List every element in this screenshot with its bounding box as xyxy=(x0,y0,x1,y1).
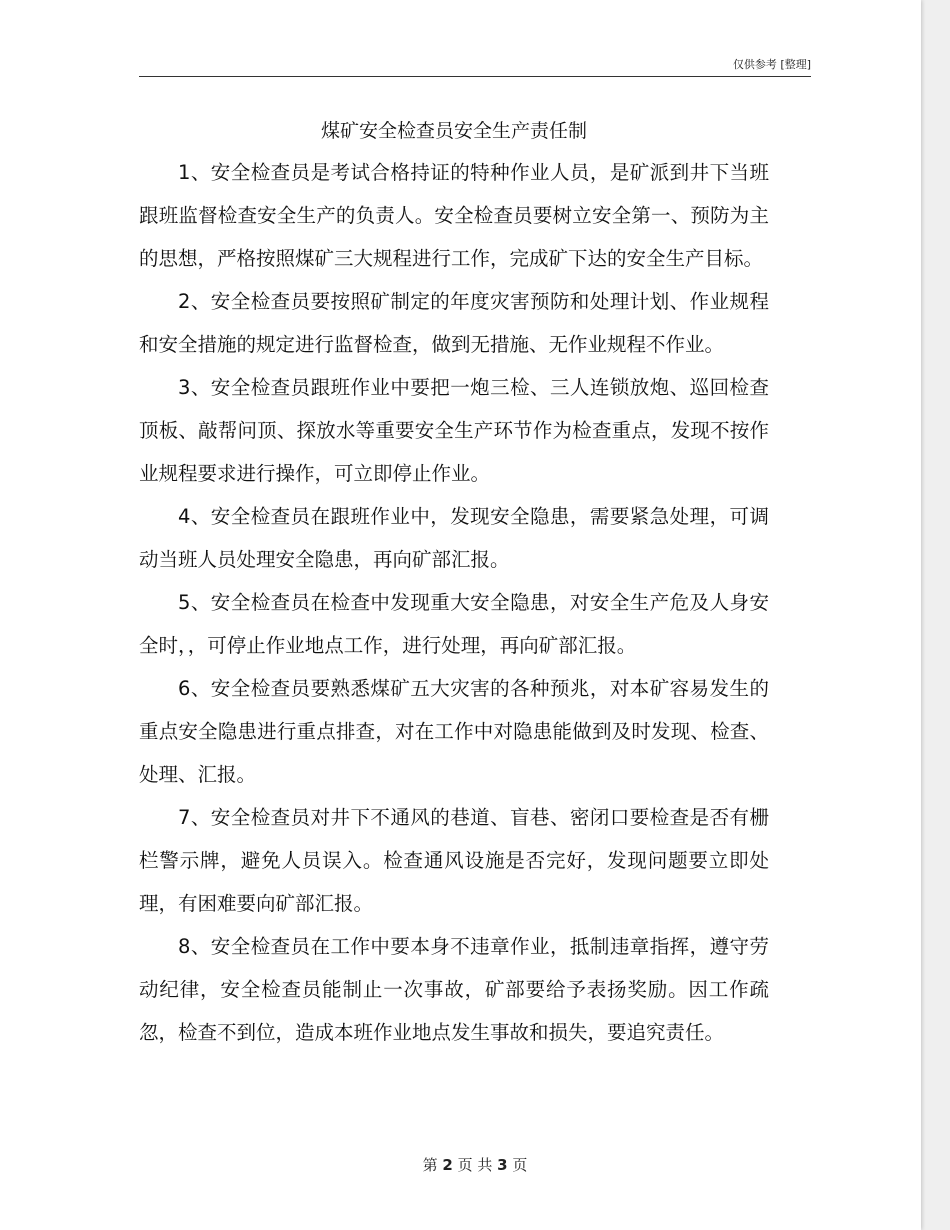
paragraph-5: 5、安全检查员在检查中发现重大安全隐患，对安全生产危及人身安全时，，可停止作业地点工作，进行处理，再向矿部汇报。 xyxy=(139,591,769,657)
paragraph-7: 7、安全检查员对井下不通风的巷道、盲巷、密闭口要检查是否有栅栏警示牌，避免人员误入。检查通风设施是否完好，发现问题要立即处理，有困难要向矿部汇报。 xyxy=(139,806,769,915)
paragraph-4: 4、安全检查员在跟班作业中，发现安全隐患，需要紧急处理，可调动当班人员处理安全隐患，再向矿部汇报。 xyxy=(139,505,769,571)
footer-middle: 页 共 xyxy=(457,1156,493,1174)
document-title: 煤矿安全检查员安全生产责任制 xyxy=(320,120,587,142)
footer-suffix: 页 xyxy=(512,1156,528,1174)
header-rule xyxy=(139,76,811,77)
paragraph-6: 6、安全检查员要熟悉煤矿五大灾害的各种预兆，对本矿容易发生的重点安全隐患进行重点排查，对在工作中对隐患能做到及时发现、检查、处理、汇报。 xyxy=(139,677,769,786)
paragraph-2: 2、安全检查员要按照矿制定的年度灾害预防和处理计划、作业规程和安全措施的规定进行监督检查，做到无措施、无作业规程不作业。 xyxy=(139,290,769,356)
current-page-number: 2 xyxy=(442,1156,453,1174)
page-footer xyxy=(139,1154,811,1175)
paragraph-8: 8、安全检查员在工作中要本身不违章作业，抵制违章指挥，遵守劳动纪律，安全检查员能制止一次事故，矿部要给予表扬奖励。因工作疏忽，检查不到位，造成本班作业地点发生事故和损失，要追究责任。 xyxy=(139,935,769,1044)
paragraph-1: 1、安全检查员是考试合格持证的特种作业人员，是矿派到井下当班跟班监督检查安全生产的负责人。安全检查员要树立安全第一、预防为主的思想，严格按照煤矿三大规程进行工作，完成矿下达的安全生产目标。 xyxy=(139,161,769,270)
header-note: 仅供参考 [整理] xyxy=(732,58,811,71)
footer-prefix: 第 xyxy=(422,1156,438,1174)
paragraph-3: 3、安全检查员跟班作业中要把一炮三检、三人连锁放炮、巡回检查顶板、敲帮问顶、探放水等重要安全生产环节作为检查重点，发现不按作业规程要求进行操作，可立即停止作业。 xyxy=(139,376,769,485)
total-page-number: 3 xyxy=(497,1156,508,1174)
document-body xyxy=(139,151,769,1054)
